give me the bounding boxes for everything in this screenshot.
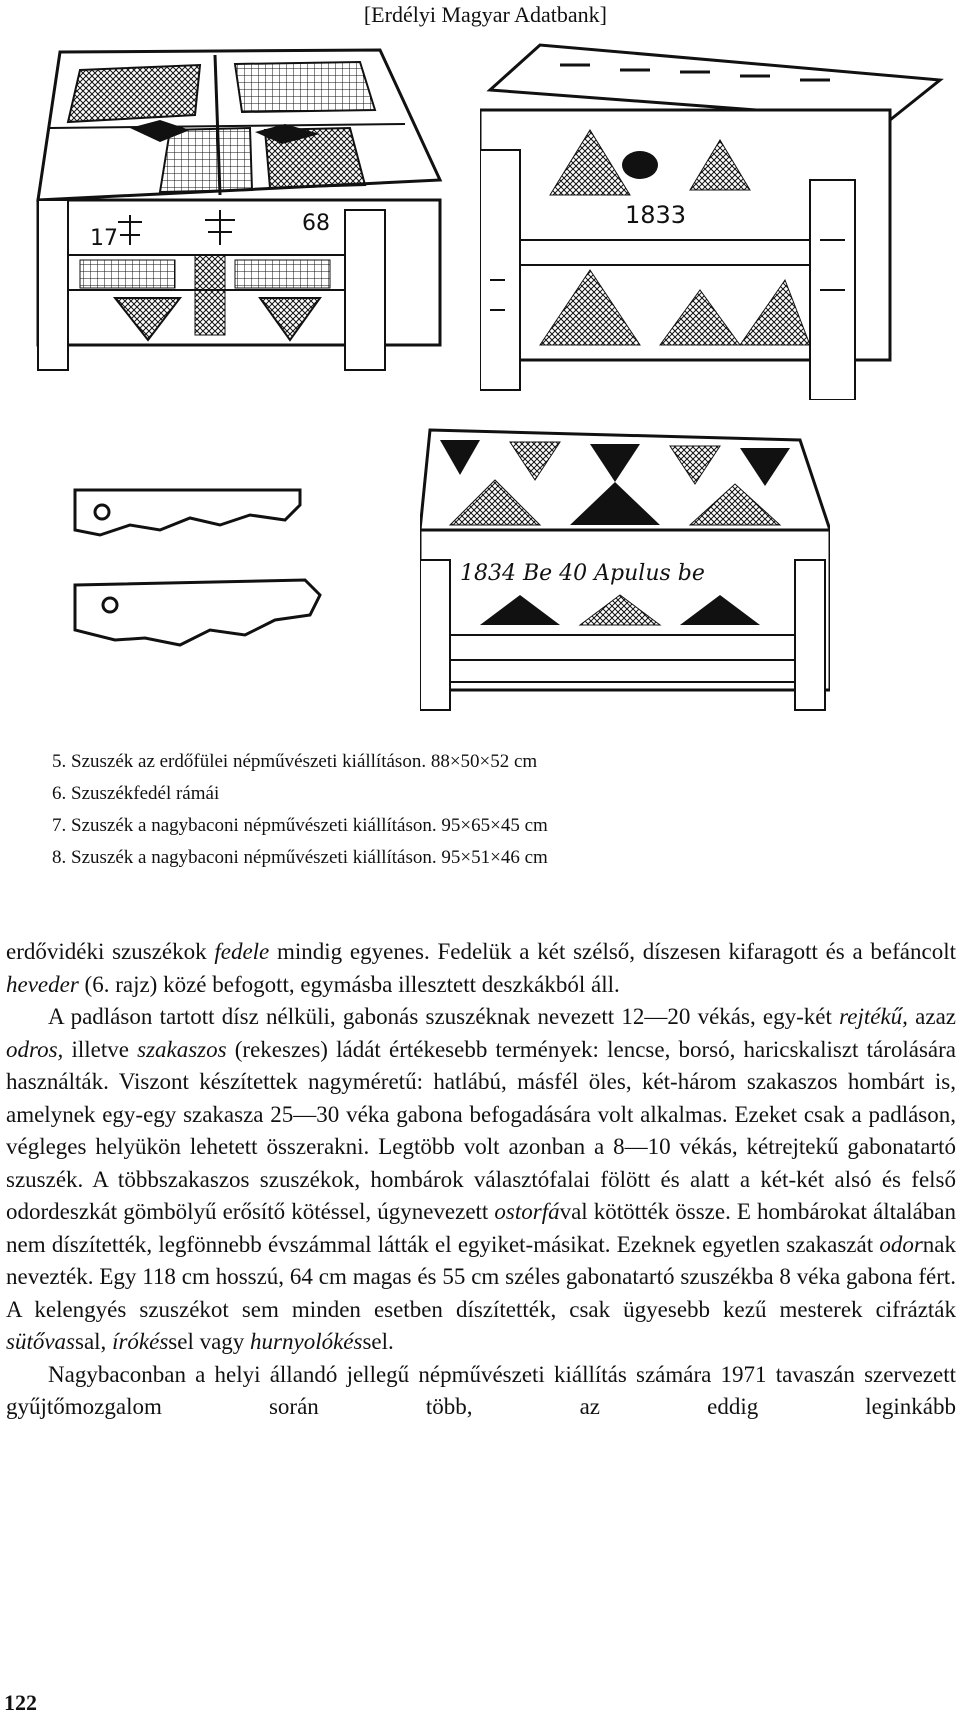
p2-term-ostorfa: ostorfá <box>494 1199 560 1224</box>
paragraph-1 <box>6 936 956 1001</box>
caption-6: 6. Szuszékfedél rámái <box>52 783 220 804</box>
p2-text-c: azaz <box>907 1004 956 1029</box>
paragraph-3: Nagybaconban a helyi állandó jellegű népművészeti kiállítás számára 1971 tavaszán szervezett gyűjtőmozgalom során több, az eddig leginkább <box>6 1361 956 1419</box>
p2-text-q: sel. <box>362 1329 394 1354</box>
p2-term-odros: odros, <box>6 1036 64 1062</box>
chest-5-number-left: 17 <box>90 226 118 251</box>
caption-5: 5. Szuszék az erdőfülei népművészeti kiállításon. 88×50×52 cm <box>52 751 538 772</box>
p2-text-g: (rekeszes) ládát értékesebb termények: lencse, borsó, haricskaliszt tárolására használták. Viszont készítettek nagyméretű: hatlábú, másfél öles, két-három szakaszos hombárt is, amelynek egy-egy szakasza 25—30 véka gabona befogadására volt alkalmas. Ezeket csak a padláson, végleges helyükön lehetett összerakni. Legtöbb volt azonban a 8—10 vékás, kétrejtekű gabonatartó szuszék. A többszakaszos szuszékok, hombárok választófalai fölött és alatt a két-két alsó és felső odordeszkát gömbölyű erősítő kötéssel, úgynevezett <box>6 1036 956 1224</box>
p2-term-irokes: írókés <box>112 1329 169 1354</box>
p2-text-k: nak nevezték. Egy 118 cm hosszú, 64 cm magas és 55 cm széles gabonatartó szuszékba 8 véka gabona fért. A kelengyés szuszékot sem minden esetben díszítették, csak ügyesebb kezű mesterek cifrázták <box>6 1231 956 1322</box>
caption-8: 8. Szuszék a nagybaconi népművészeti kiállításon. 95×51×46 cm <box>52 847 548 868</box>
p1-term-heveder: heveder <box>6 971 79 997</box>
paragraph-2 <box>6 1001 956 1359</box>
body-text <box>6 936 956 1424</box>
chest-5-number-right: 68 <box>302 211 330 236</box>
p2-term-szakaszos: szakaszos <box>137 1036 227 1062</box>
chest-7-drawing <box>480 40 950 400</box>
chest-5-drawing <box>20 40 460 400</box>
p2-text-e: illetve <box>63 1036 138 1062</box>
p2-term-hurnyolokes: hurnyolókés <box>250 1329 363 1354</box>
header-title: [Erdélyi Magyar Adatbank] <box>363 2 607 27</box>
p1-text-c: mindig egyenes. Fedelük a két szélső, díszesen kifaragott és a befáncolt <box>269 939 956 964</box>
caption-7: 7. Szuszék a nagybaconi népművészeti kiállításon. 95×65×45 cm <box>52 815 548 836</box>
p2-term-sutovas: sütővas <box>6 1329 75 1354</box>
p2-term-rejteku: rejtékű, <box>839 1004 908 1029</box>
chest-8-drawing <box>420 420 830 720</box>
p1-term-fedele: fedele <box>214 939 270 964</box>
figure-captions <box>52 746 548 874</box>
p1-text-e: (6. rajz) közé befogott, egymásba illesztett deszkákból áll. <box>78 971 620 997</box>
chest-8-inscription: 1834 Be 40 Apulus be <box>460 561 705 586</box>
chest-7-year: 1833 <box>625 201 687 229</box>
illustrations <box>0 0 960 730</box>
p2-text-a: A padláson tartott dísz nélküli, gabonás szuszéknak nevezett 12—20 vékás, egy-két <box>48 1004 840 1029</box>
page-number: 122 <box>4 1690 37 1715</box>
p2-term-odor: odor <box>879 1231 923 1257</box>
lid-frames-drawing <box>70 470 340 650</box>
p2-text-m: sal, <box>75 1329 113 1354</box>
p2-text-o: sel vagy <box>168 1329 251 1354</box>
p2-text-i: val kötötték össze. E hombárokat általában nem díszítették, legfönnebb évszámmal látták el egyiket-másikat. Ezeknek egyetlen szakaszát <box>6 1199 956 1257</box>
p1-text-a: erdővidéki szuszékok <box>6 939 215 964</box>
